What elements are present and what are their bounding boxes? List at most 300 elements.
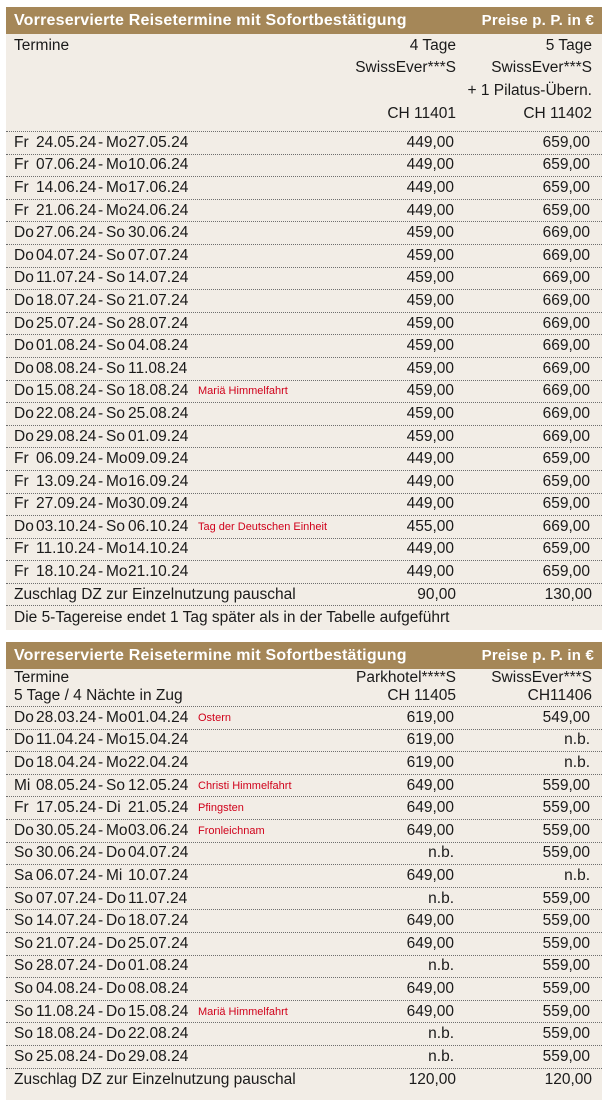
- date-to-value: 21.10.24: [128, 563, 189, 581]
- weekday-to: So: [106, 427, 125, 445]
- weekday-to: Mo: [106, 821, 128, 839]
- date-from: [6, 224, 98, 242]
- holiday-note: Mariä Himmelfahrt: [198, 1005, 288, 1018]
- date-separator: -: [98, 708, 104, 726]
- date-from-value: 18.10.24: [36, 563, 97, 581]
- price-col1: n.b.: [428, 957, 454, 975]
- weekday-from: So: [14, 957, 33, 975]
- table-title: Vorreservierte Reisetermine mit Sofortbestätigung: [14, 11, 407, 29]
- date-to: [106, 1048, 198, 1066]
- weekday-from: Do: [14, 427, 34, 445]
- col2-code: CH 11402: [523, 105, 592, 122]
- weekday-to: Do: [106, 979, 126, 997]
- date-from: [6, 360, 98, 378]
- weekday-to: Mo: [106, 495, 128, 513]
- date-from-value: 11.08.24: [36, 1002, 96, 1020]
- table-row: [6, 797, 602, 820]
- price-col1: 459,00: [406, 337, 454, 355]
- date-to-value: 04.07.24: [128, 844, 189, 862]
- date-separator: -: [98, 1025, 104, 1043]
- col-label-termine: Termine: [14, 669, 70, 686]
- date-from-value: 17.05.24: [36, 799, 97, 817]
- date-from: [6, 315, 98, 333]
- date-from-value: 11.04.24: [36, 731, 96, 749]
- date-separator: -: [98, 404, 104, 422]
- weekday-to: Mo: [106, 731, 128, 749]
- table-header-bar: [6, 7, 602, 34]
- price-col1: 449,00: [406, 156, 454, 174]
- col-label-termine: Termine: [14, 37, 70, 54]
- price-col1: 449,00: [406, 495, 454, 513]
- date-separator: -: [98, 934, 104, 952]
- date-to-value: 01.08.24: [128, 957, 189, 975]
- date-to-value: 08.08.24: [128, 979, 189, 997]
- table-body: [6, 707, 602, 1069]
- weekday-to: So: [106, 269, 125, 287]
- surcharge-row: [6, 1069, 602, 1092]
- col1-duration: 4 Tage: [409, 37, 456, 54]
- price-col2: 669,00: [542, 224, 590, 242]
- date-to-value: 10.07.24: [128, 866, 189, 884]
- date-from: [6, 450, 98, 468]
- table-row: [6, 471, 602, 494]
- weekday-to: So: [106, 224, 125, 242]
- date-from-value: 04.08.24: [36, 979, 97, 997]
- date-from: [6, 202, 98, 220]
- price-col1: 459,00: [406, 224, 454, 242]
- weekday-to: Di: [106, 799, 121, 817]
- date-to: [106, 269, 198, 287]
- price-col1: n.b.: [428, 889, 454, 907]
- date-from-value: 25.07.24: [36, 314, 97, 332]
- col2-hotel: SwissEver***S: [491, 59, 592, 76]
- col1-hotel: Parkhotel****S: [356, 669, 456, 686]
- price-col1: 455,00: [406, 517, 454, 535]
- date-from-value: 07.06.24: [36, 156, 97, 174]
- date-separator: -: [98, 291, 104, 309]
- price-col2: 659,00: [542, 472, 590, 490]
- surcharge-price-col1: 120,00: [408, 1070, 456, 1088]
- weekday-from: Fr: [14, 133, 29, 151]
- weekday-to: Do: [106, 889, 126, 907]
- table-row: [6, 865, 602, 888]
- date-from-value: 15.08.24: [36, 382, 97, 400]
- date-separator: -: [98, 495, 104, 513]
- date-from: [6, 428, 98, 446]
- weekday-from: Do: [14, 404, 34, 422]
- price-col1: 459,00: [406, 246, 454, 264]
- date-to-value: 21.05.24: [128, 799, 189, 817]
- footnote-row: [6, 606, 602, 629]
- weekday-to: So: [106, 291, 125, 309]
- weekday-from: Fr: [14, 540, 29, 558]
- price-col1: 649,00: [406, 1002, 454, 1020]
- price-col2: 659,00: [542, 563, 590, 581]
- date-to-value: 30.06.24: [128, 224, 189, 242]
- date-from-value: 04.07.24: [36, 246, 97, 264]
- date-from: [6, 405, 98, 423]
- date-separator: -: [98, 776, 104, 794]
- weekday-from: Do: [14, 337, 34, 355]
- weekday-from: Fr: [14, 563, 29, 581]
- date-to: [106, 315, 198, 333]
- table-row: [6, 313, 602, 336]
- date-from: [6, 473, 98, 491]
- date-separator: -: [98, 246, 104, 264]
- date-separator: -: [98, 517, 104, 535]
- date-separator: -: [98, 563, 104, 581]
- price-col2: 659,00: [542, 201, 590, 219]
- weekday-to: So: [106, 404, 125, 422]
- price-col1: 459,00: [406, 359, 454, 377]
- table-row: [6, 843, 602, 866]
- date-to-value: 01.04.24: [128, 708, 189, 726]
- weekday-from: So: [14, 844, 33, 862]
- weekday-to: So: [106, 517, 125, 535]
- price-col2: 659,00: [542, 540, 590, 558]
- price-col2: 669,00: [542, 314, 590, 332]
- date-to-value: 15.04.24: [128, 731, 189, 749]
- date-from-value: 08.05.24: [36, 776, 97, 794]
- date-from: [6, 777, 98, 795]
- price-col2: 669,00: [542, 382, 590, 400]
- weekday-to: Mo: [106, 472, 128, 490]
- weekday-to: Mo: [106, 563, 128, 581]
- date-from: [6, 156, 98, 174]
- table-row: [6, 956, 602, 979]
- date-from: [6, 563, 98, 581]
- date-separator: -: [98, 540, 104, 558]
- date-to: [106, 867, 198, 885]
- table-body: [6, 132, 602, 584]
- weekday-from: So: [14, 1047, 33, 1065]
- date-to: [106, 709, 198, 727]
- date-to: [106, 754, 198, 772]
- price-col2: n.b.: [564, 866, 590, 884]
- date-to-value: 30.09.24: [128, 495, 189, 513]
- date-separator: -: [98, 269, 104, 287]
- weekday-from: Do: [14, 291, 34, 309]
- price-note: Preise p. P. in €: [481, 12, 594, 29]
- date-from-value: 18.04.24: [36, 753, 97, 771]
- weekday-from: So: [14, 934, 33, 952]
- price-col1: 649,00: [406, 979, 454, 997]
- price-col1: 449,00: [406, 540, 454, 558]
- date-from: [6, 518, 98, 536]
- surcharge-label: Zuschlag DZ zur Einzelnutzung pauschal: [14, 585, 296, 603]
- date-from-value: 11.07.24: [36, 269, 96, 287]
- holiday-note: Fronleichnam: [198, 824, 265, 837]
- date-to: [106, 428, 198, 446]
- price-col1: 649,00: [406, 799, 454, 817]
- weekday-to: Do: [106, 1047, 126, 1065]
- date-from-value: 24.05.24: [36, 133, 97, 151]
- price-col1: 449,00: [406, 178, 454, 196]
- date-separator: -: [98, 912, 104, 930]
- price-col2: 669,00: [542, 269, 590, 287]
- date-from: [6, 292, 98, 310]
- date-to-value: 11.07.24: [128, 889, 188, 907]
- date-to-value: 22.04.24: [128, 753, 189, 771]
- weekday-to: Do: [106, 1025, 126, 1043]
- price-col2: 559,00: [542, 1047, 590, 1065]
- weekday-to: Mo: [106, 178, 128, 196]
- date-from-value: 28.07.24: [36, 957, 97, 975]
- date-from-value: 30.05.24: [36, 821, 97, 839]
- date-from: [6, 337, 98, 355]
- weekday-from: Sa: [14, 866, 33, 884]
- date-from: [6, 754, 98, 772]
- table-row: [6, 448, 602, 471]
- weekday-to: Do: [106, 1002, 126, 1020]
- holiday-note: Pfingsten: [198, 802, 244, 815]
- date-separator: -: [98, 979, 104, 997]
- price-col2: 559,00: [542, 979, 590, 997]
- weekday-from: Do: [14, 246, 34, 264]
- price-col2: 669,00: [542, 517, 590, 535]
- table-row: [6, 403, 602, 426]
- table-row: [6, 358, 602, 381]
- price-col1: 459,00: [406, 382, 454, 400]
- weekday-to: So: [106, 314, 125, 332]
- price-col2: 559,00: [542, 1025, 590, 1043]
- date-to-value: 14.10.24: [128, 540, 189, 558]
- table-row: [6, 561, 602, 584]
- date-to: [106, 247, 198, 265]
- date-to: [106, 563, 198, 581]
- date-separator: -: [98, 224, 104, 242]
- table-row: [6, 381, 602, 404]
- price-col2: 669,00: [542, 246, 590, 264]
- date-separator: -: [98, 731, 104, 749]
- table-row: [6, 494, 602, 517]
- date-from-value: 28.03.24: [36, 708, 97, 726]
- date-separator: -: [98, 889, 104, 907]
- holiday-note: Christi Himmelfahrt: [198, 779, 292, 792]
- price-note: Preise p. P. in €: [481, 647, 594, 664]
- price-col2: 659,00: [542, 133, 590, 151]
- date-from: [6, 709, 98, 727]
- date-to-value: 01.09.24: [128, 427, 189, 445]
- date-separator: -: [98, 1002, 104, 1020]
- price-col2: 559,00: [542, 912, 590, 930]
- date-from: [6, 731, 98, 749]
- price-col1: n.b.: [428, 1025, 454, 1043]
- table-row: [6, 539, 602, 562]
- price-col2: 559,00: [542, 821, 590, 839]
- date-from: [6, 179, 98, 197]
- col1-code: CH 11405: [387, 687, 456, 704]
- date-from-value: 03.10.24: [36, 517, 97, 535]
- weekday-from: Do: [14, 731, 34, 749]
- price-col2: 669,00: [542, 359, 590, 377]
- weekday-from: So: [14, 889, 33, 907]
- date-to: [106, 134, 198, 152]
- date-from: [6, 540, 98, 558]
- date-from-value: 11.10.24: [36, 540, 96, 558]
- weekday-from: Do: [14, 821, 34, 839]
- weekday-from: Fr: [14, 201, 29, 219]
- price-col2: 559,00: [542, 957, 590, 975]
- price-col1: 619,00: [406, 731, 454, 749]
- date-to-value: 29.08.24: [128, 1047, 189, 1065]
- weekday-to: Mo: [106, 450, 128, 468]
- date-to: [106, 844, 198, 862]
- weekday-to: Mo: [106, 156, 128, 174]
- table-row: [6, 1046, 602, 1069]
- date-to: [106, 1003, 198, 1021]
- price-col2: 669,00: [542, 427, 590, 445]
- col1-code: CH 11401: [387, 105, 456, 122]
- price-col1: 619,00: [406, 753, 454, 771]
- date-to-value: 27.05.24: [128, 133, 189, 151]
- date-to: [106, 382, 198, 400]
- price-col2: 659,00: [542, 178, 590, 196]
- weekday-from: Fr: [14, 450, 29, 468]
- date-from-value: 27.06.24: [36, 224, 97, 242]
- weekday-to: Do: [106, 844, 126, 862]
- date-to-value: 04.08.24: [128, 337, 189, 355]
- date-separator: -: [98, 866, 104, 884]
- date-from-value: 21.07.24: [36, 934, 97, 952]
- date-separator: -: [98, 133, 104, 151]
- price-table-2: [6, 642, 602, 1100]
- date-from-value: 08.08.24: [36, 359, 97, 377]
- table-row: [6, 820, 602, 843]
- date-from-value: 25.08.24: [36, 1047, 97, 1065]
- price-col2: 669,00: [542, 291, 590, 309]
- date-from: [6, 1003, 98, 1021]
- date-from: [6, 844, 98, 862]
- price-col1: 649,00: [406, 866, 454, 884]
- date-to: [106, 405, 198, 423]
- holiday-note: Tag der Deutschen Einheit: [198, 520, 328, 533]
- date-separator: -: [98, 359, 104, 377]
- table-row: [6, 910, 602, 933]
- price-col1: 449,00: [406, 450, 454, 468]
- price-col2: 659,00: [542, 450, 590, 468]
- holiday-note: Mariä Himmelfahrt: [198, 385, 288, 398]
- date-from: [6, 912, 98, 930]
- date-to-value: 12.05.24: [128, 776, 189, 794]
- col2-extra: + 1 Pilatus-Übern.: [467, 82, 592, 99]
- date-separator: -: [98, 427, 104, 445]
- date-to-value: 21.07.24: [128, 291, 189, 309]
- date-from-value: 14.06.24: [36, 178, 97, 196]
- col2-code: CH11406: [527, 687, 592, 704]
- column-header-block: [6, 34, 602, 132]
- date-to-value: 14.07.24: [128, 269, 189, 287]
- table-row: [6, 200, 602, 223]
- price-col1: 459,00: [406, 427, 454, 445]
- price-col2: 559,00: [542, 799, 590, 817]
- date-to-value: 10.06.24: [128, 156, 189, 174]
- weekday-to: Mo: [106, 753, 128, 771]
- date-to-value: 24.06.24: [128, 201, 189, 219]
- date-separator: -: [98, 450, 104, 468]
- date-from: [6, 382, 98, 400]
- date-to: [106, 799, 198, 817]
- price-col1: 649,00: [406, 934, 454, 952]
- date-from: [6, 799, 98, 817]
- surcharge-price-col2: 130,00: [544, 585, 592, 603]
- date-to-value: 07.07.24: [128, 246, 189, 264]
- weekday-from: Do: [14, 269, 34, 287]
- weekday-from: So: [14, 979, 33, 997]
- date-to: [106, 957, 198, 975]
- price-col1: 649,00: [406, 821, 454, 839]
- price-col2: 559,00: [542, 1002, 590, 1020]
- date-to-value: 09.09.24: [128, 450, 189, 468]
- table-row: [6, 335, 602, 358]
- date-to: [106, 292, 198, 310]
- date-from: [6, 495, 98, 513]
- weekday-from: Fr: [14, 799, 29, 817]
- price-col1: 459,00: [406, 269, 454, 287]
- date-from: [6, 134, 98, 152]
- date-to: [106, 450, 198, 468]
- weekday-to: So: [106, 382, 125, 400]
- surcharge-label: Zuschlag DZ zur Einzelnutzung pauschal: [14, 1070, 296, 1088]
- date-from: [6, 247, 98, 265]
- date-to-value: 15.08.24: [128, 1002, 189, 1020]
- table-row: [6, 888, 602, 911]
- table-row: [6, 516, 602, 539]
- date-to: [106, 980, 198, 998]
- weekday-from: So: [14, 1002, 33, 1020]
- table-row: [6, 222, 602, 245]
- holiday-note: Ostern: [198, 711, 232, 724]
- price-col1: 649,00: [406, 912, 454, 930]
- table-row: [6, 268, 602, 291]
- column-header-block: [6, 669, 602, 707]
- date-from: [6, 957, 98, 975]
- table-row: [6, 1001, 602, 1024]
- weekday-to: Do: [106, 912, 126, 930]
- price-col1: 619,00: [406, 708, 454, 726]
- date-from-value: 13.09.24: [36, 472, 97, 490]
- weekday-to: So: [106, 776, 125, 794]
- table-row: [6, 290, 602, 313]
- price-table-1: [6, 7, 602, 630]
- table-row: [6, 245, 602, 268]
- price-col1: n.b.: [428, 1047, 454, 1065]
- footnote: Die 5-Tagereise endet 1 Tag später als in der Tabelle aufgeführt: [14, 608, 450, 626]
- date-from: [6, 1048, 98, 1066]
- date-from-value: 27.09.24: [36, 495, 97, 513]
- table-row: [6, 1023, 602, 1046]
- date-separator: -: [98, 472, 104, 490]
- table-row: [6, 155, 602, 178]
- surcharge-price-col2: 120,00: [544, 1070, 592, 1088]
- price-col1: n.b.: [428, 844, 454, 862]
- price-col2: n.b.: [564, 753, 590, 771]
- date-from-value: 18.08.24: [36, 1025, 97, 1043]
- trip-subtitle: 5 Tage / 4 Nächte in Zug: [14, 687, 183, 704]
- price-col1: 459,00: [406, 404, 454, 422]
- price-col1: 449,00: [406, 472, 454, 490]
- table-row: [6, 426, 602, 449]
- weekday-from: So: [14, 1025, 33, 1043]
- date-from-value: 22.08.24: [36, 404, 97, 422]
- table-row: [6, 933, 602, 956]
- weekday-to: Mi: [106, 866, 123, 884]
- date-separator: -: [98, 753, 104, 771]
- date-to: [106, 935, 198, 953]
- date-from: [6, 269, 98, 287]
- date-to: [106, 202, 198, 220]
- date-from: [6, 935, 98, 953]
